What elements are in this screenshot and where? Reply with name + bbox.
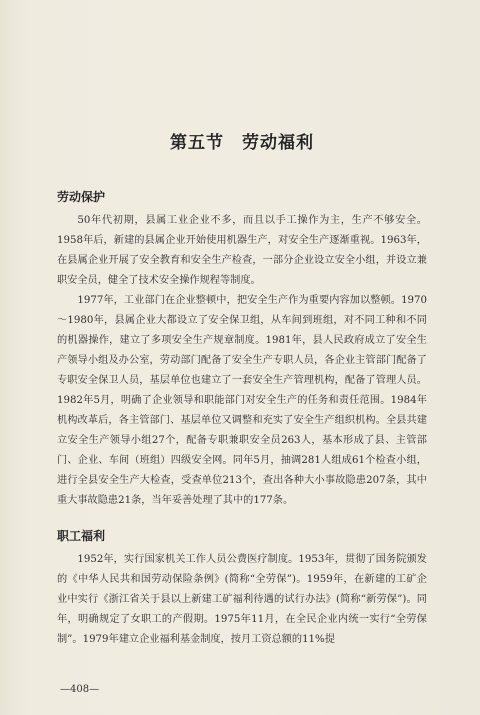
page-content	[57, 128, 427, 666]
paragraph: 1977年，工业部门在企业整顿中，把安全生产作为重要内容加以整顿。1970～1980年，县属企业大都设立了安全保卫组，从车间到班组，对不同工种和不同的机器操作，建立了多项安全生产规章制度。1981年，县人民政府成立了安全生产领导小组及办公室，劳动部门配备了安全生产专职人员，各企业主管部门配备了专职安全保卫人员，基层单位也建立了一套安全生产管理机构，配备了管理人员。1982年5月，明确了企业领导和职能部门对安全生产的任务和责任范围。1984年机构改革后，各主管部门、基层单位又调整和充实了安全生产组织机构。全县共建立安全生产领导小组27个，配备专职兼职安全员263人，基本形成了县、主管部门、企业、车间（班组）四级安全网。同年5月，抽调281人组成61个检查小组，进行全县安全生产大检查，受查单位213个，查出各种大小事故隐患207条，其中重大事故隐患21条，当年妥善处理了其中的177条。	[57, 295, 427, 506]
section-employee-welfare	[57, 527, 427, 650]
page-number: —408—	[60, 684, 100, 695]
section-labor-protection	[57, 188, 427, 511]
paragraph: 50年代初期，县属工业企业不多，而且以手工操作为主，生产不够安全。1958年后，新建的县属企业开始使用机器生产，对安全生产逐渐重视。1963年，在县属企业开展了安全教育和安全生产检查，一部分企业设立安全小组，并设立兼职安全员，健全了技术安全操作规程等制度。	[57, 215, 427, 286]
paragraph: 1952年，实行国家机关工作人员公费医疗制度。1953年，贯彻了国务院颁发的《中华人民共和国劳动保险条例》(简称“全劳保”)。1959年，在新建的工矿企业中实行《浙江省关于县以上新建工矿福利待遇的试行办法》(简称“新劳保”)。同年，明确规定了女职工的产假期。1975年11月，在全民企业内统一实行“全劳保制”。1979年建立企业福利基金制度，按月工资总额的11%提	[57, 554, 427, 645]
sub-heading-employee-welfare: 职工福利	[57, 529, 106, 543]
section-title: 第五节 劳动福利	[170, 133, 314, 153]
sub-heading-labor-protection: 劳动保护	[57, 190, 106, 204]
